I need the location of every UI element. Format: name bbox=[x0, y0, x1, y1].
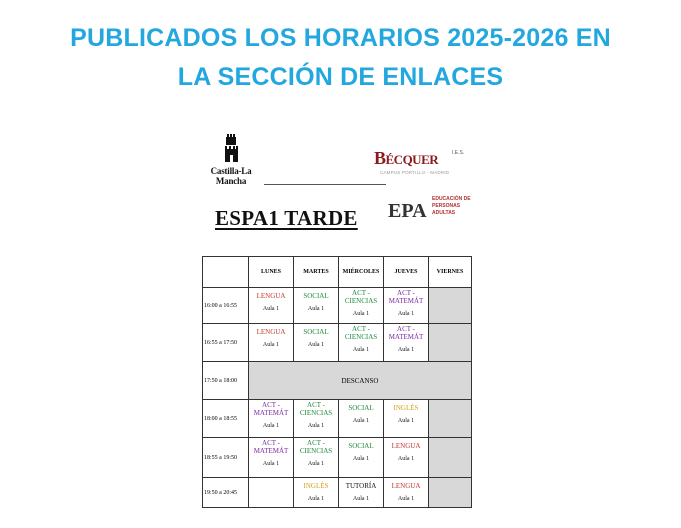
headline-line-2: LA SECCIÓN DE ENLACES bbox=[177, 63, 504, 91]
room-label: Aula 1 bbox=[397, 496, 415, 502]
becquer-subtitle: CAMPUS PORTILLO - MADRID bbox=[380, 170, 450, 175]
schedule-cell bbox=[339, 288, 384, 324]
room-label: Aula 1 bbox=[397, 347, 415, 353]
header-miercoles: MIÉRCOLES bbox=[339, 257, 384, 288]
schedule-cell bbox=[294, 324, 339, 362]
epa-text: EDUCACIÓN DE PERSONAS ADULTAS bbox=[432, 196, 471, 216]
schedule-table bbox=[202, 256, 472, 508]
schedule-cell bbox=[294, 478, 339, 508]
subject-label: ACT - MATEMÁT bbox=[388, 325, 424, 341]
table-row bbox=[203, 400, 472, 438]
headline-line-1: PUBLICADOS LOS HORARIOS 2025-2026 EN bbox=[70, 24, 611, 52]
header-viernes: VIERNES bbox=[429, 257, 472, 288]
subject-label: LENGUA bbox=[391, 442, 421, 450]
empty-viernes-cell bbox=[429, 478, 472, 508]
room-label: Aula 1 bbox=[352, 496, 370, 502]
room-label: Aula 1 bbox=[352, 347, 370, 353]
subject-label: ACT - CIENCIAS bbox=[344, 325, 378, 341]
room-label: Aula 1 bbox=[397, 456, 415, 462]
room-label: Aula 1 bbox=[307, 496, 325, 502]
empty-viernes-cell bbox=[429, 324, 472, 362]
subject-label: ACT - MATEMÁT bbox=[388, 289, 424, 305]
break-cell: DESCANSO bbox=[249, 362, 472, 400]
schedule-cell bbox=[384, 438, 429, 478]
room-label: Aula 1 bbox=[262, 342, 280, 348]
becquer-logo bbox=[374, 148, 465, 178]
room-label: Aula 1 bbox=[262, 461, 280, 467]
castilla-la-mancha-logo bbox=[198, 132, 264, 186]
room-label: Aula 1 bbox=[307, 306, 325, 312]
empty-viernes-cell bbox=[429, 438, 472, 478]
schedule-cell bbox=[249, 288, 294, 324]
empty-viernes-cell bbox=[429, 400, 472, 438]
header-divider bbox=[264, 184, 386, 185]
schedule-cell bbox=[384, 288, 429, 324]
room-label: Aula 1 bbox=[307, 461, 325, 467]
subject-label: SOCIAL bbox=[303, 292, 329, 300]
room-label: Aula 1 bbox=[397, 311, 415, 317]
room-label: Aula 1 bbox=[262, 306, 280, 312]
schedule-cell bbox=[294, 400, 339, 438]
header-empty-cell bbox=[203, 257, 249, 288]
header-martes: MARTES bbox=[294, 257, 339, 288]
becquer-wordmark: BÉCQUER bbox=[374, 148, 439, 168]
subject-label: SOCIAL bbox=[348, 404, 374, 412]
epa-logo bbox=[388, 196, 478, 226]
table-row bbox=[203, 288, 472, 324]
room-label: Aula 1 bbox=[307, 342, 325, 348]
table-row bbox=[203, 478, 472, 508]
table-row bbox=[203, 438, 472, 478]
table-header-row bbox=[203, 257, 472, 288]
subject-label: ACT - CIENCIAS bbox=[299, 401, 333, 417]
schedule-cell bbox=[339, 438, 384, 478]
time-slot: 17:50 a 18:00 bbox=[203, 362, 249, 400]
header-jueves: JUEVES bbox=[384, 257, 429, 288]
schedule-cell bbox=[249, 324, 294, 362]
schedule-cell bbox=[249, 400, 294, 438]
subject-label: LENGUA bbox=[391, 482, 421, 490]
subject-label: INGLÉS bbox=[303, 482, 329, 490]
subject-label: INGLÉS bbox=[393, 404, 419, 412]
schedule-cell bbox=[294, 438, 339, 478]
schedule-cell bbox=[339, 400, 384, 438]
header-lunes: LUNES bbox=[249, 257, 294, 288]
schedule-cell-empty bbox=[249, 478, 294, 508]
time-slot: 16:55 a 17:50 bbox=[203, 324, 249, 362]
time-slot: 19:50 a 20:45 bbox=[203, 478, 249, 508]
time-slot: 18:00 a 18:55 bbox=[203, 400, 249, 438]
schedule-cell bbox=[249, 438, 294, 478]
table-row-break bbox=[203, 362, 472, 400]
schedule-cell bbox=[384, 478, 429, 508]
room-label: Aula 1 bbox=[262, 423, 280, 429]
castle-icon bbox=[224, 134, 238, 162]
subject-label: SOCIAL bbox=[303, 328, 329, 336]
schedule-cell bbox=[384, 400, 429, 438]
schedule-cell bbox=[339, 478, 384, 508]
schedule-cell bbox=[339, 324, 384, 362]
schedule-document bbox=[198, 128, 478, 528]
room-label: Aula 1 bbox=[307, 423, 325, 429]
room-label: Aula 1 bbox=[352, 456, 370, 462]
epa-mark: EPA bbox=[388, 200, 427, 222]
subject-label: LENGUA bbox=[256, 328, 286, 336]
clm-caption: Castilla-La Mancha bbox=[210, 166, 252, 186]
subject-label: TUTORÍA bbox=[345, 482, 377, 490]
subject-label: SOCIAL bbox=[348, 442, 374, 450]
room-label: Aula 1 bbox=[397, 418, 415, 424]
schedule-cell bbox=[384, 324, 429, 362]
subject-label: LENGUA bbox=[256, 292, 286, 300]
empty-viernes-cell bbox=[429, 288, 472, 324]
time-slot: 18:55 a 19:50 bbox=[203, 438, 249, 478]
schedule-cell bbox=[294, 288, 339, 324]
room-label: Aula 1 bbox=[352, 418, 370, 424]
subject-label: ACT - CIENCIAS bbox=[299, 439, 333, 455]
table-row bbox=[203, 324, 472, 362]
time-slot: 16:00 a 16:55 bbox=[203, 288, 249, 324]
room-label: Aula 1 bbox=[352, 311, 370, 317]
subject-label: ACT - MATEMÁT bbox=[253, 401, 289, 417]
schedule-title: ESPA1 TARDE bbox=[215, 206, 358, 230]
becquer-ies: I.E.S. bbox=[452, 150, 465, 156]
subject-label: ACT - CIENCIAS bbox=[344, 289, 378, 305]
subject-label: ACT - MATEMÁT bbox=[253, 439, 289, 455]
